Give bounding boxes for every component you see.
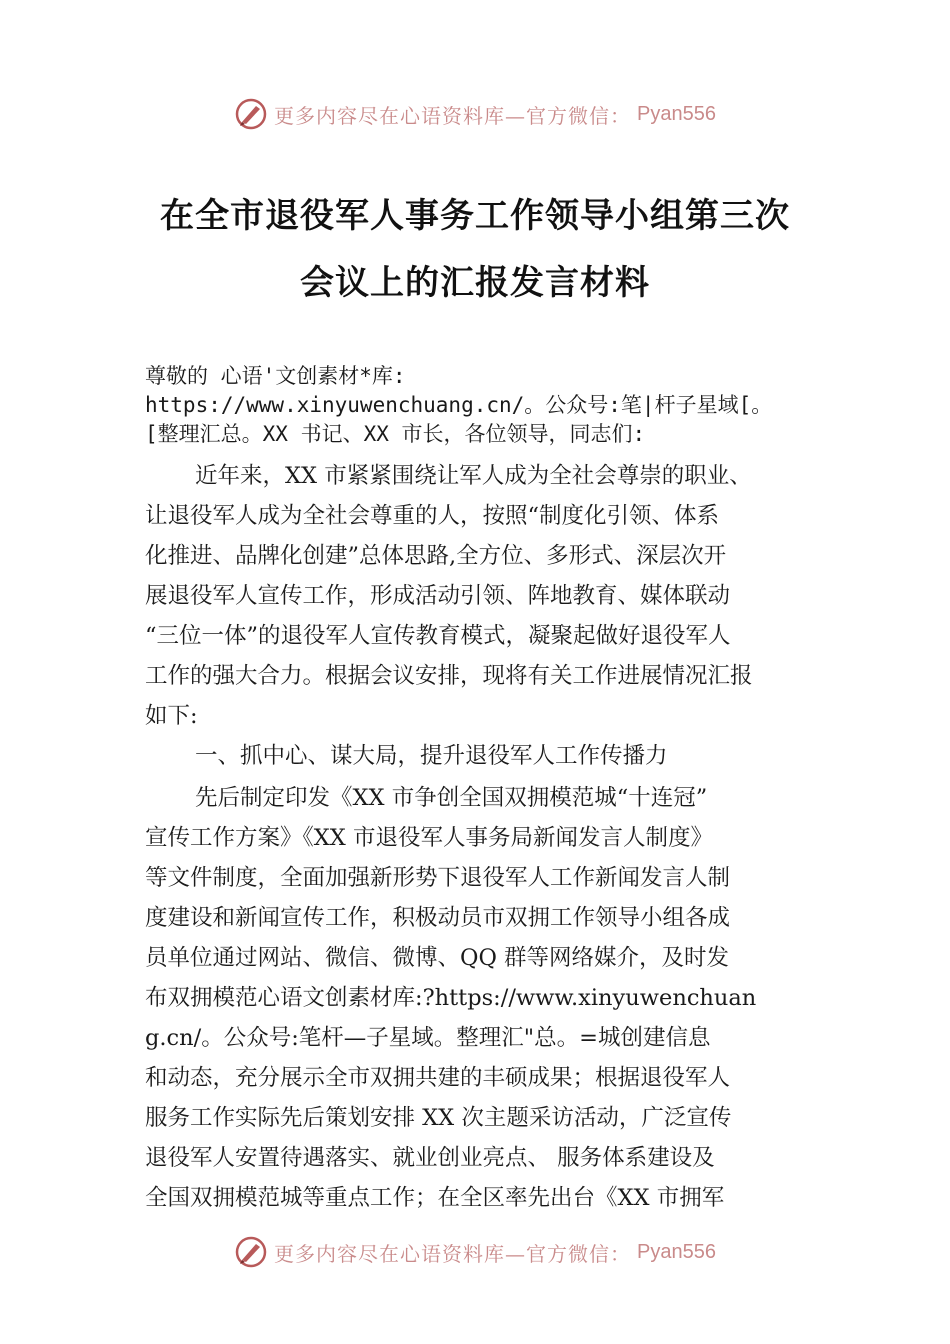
banner-wechat-id: Pyan556 bbox=[637, 102, 716, 125]
paragraph-line: 全国双拥模范城等重点工作；在全区率先出台《XX 市拥军 bbox=[145, 1185, 725, 1211]
salutation-line: https://www.xinyuwenchuang.cn/。公众号:笔|杆子星域[。 bbox=[145, 393, 773, 417]
banner-text: 更多内容尽在心语资料库—官方微信： bbox=[274, 103, 632, 128]
banner-wechat-id: Pyan556 bbox=[637, 1240, 716, 1263]
paragraph-line: 工作的强大合力。根据会议安排，现将有关工作进展情况汇报 bbox=[145, 663, 753, 689]
section-heading bbox=[145, 736, 835, 776]
document-title-line2: 会议上的汇报发言材料 bbox=[300, 263, 650, 303]
salutation-line: 尊敬的 心语'文创素材*库: bbox=[145, 364, 406, 388]
pen-circle-icon bbox=[234, 1235, 268, 1269]
paragraph-line: 和动态，充分展示全市双拥共建的丰硕成果；根据退役军人 bbox=[145, 1065, 731, 1091]
paragraph-line: 服务工作实际先后策划安排 XX 次主题采访活动，广泛宣传 bbox=[145, 1105, 732, 1131]
paragraph-line: 宣传工作方案》《XX 市退役军人事务局新闻发言人制度》 bbox=[145, 825, 713, 851]
paragraph-line: 展退役军人宣传工作，形成活动引领、阵地教育、媒体联动 bbox=[145, 583, 731, 609]
paragraph-line: 先后制定印发《XX 市争创全国双拥模范城“十连冠” bbox=[195, 785, 708, 811]
paragraph-line: 布双拥模范心语文创素材库:?https://www.xinyuwenchuan bbox=[145, 985, 757, 1011]
paragraph-line: 度建设和新闻宣传工作，积极动员市双拥工作领导小组各成 bbox=[145, 905, 731, 931]
paragraph-line: “三位一体”的退役军人宣传教育模式，凝聚起做好退役军人 bbox=[145, 623, 731, 649]
salutation-line: [整理汇总。XX 书记、XX 市长，各位领导，同志们: bbox=[145, 422, 646, 446]
paragraph-line: 如下: bbox=[145, 703, 198, 729]
paragraph-line: 等文件制度，全面加强新形势下退役军人工作新闻发言人制 bbox=[145, 865, 731, 891]
footer-watermark-banner bbox=[0, 1232, 950, 1272]
salutation bbox=[145, 362, 835, 449]
paragraph-line: 近年来，XX 市紧紧围绕让军人成为全社会尊崇的职业、 bbox=[195, 463, 752, 489]
document-title-line1: 在全市退役军人事务工作领导小组第三次 bbox=[160, 196, 790, 236]
paragraph-line: g.cn/。公众号:笔杆—子星域。整理汇"总。=城创建信息 bbox=[145, 1025, 711, 1051]
pen-circle-icon bbox=[234, 97, 268, 131]
paragraph-section1 bbox=[145, 778, 835, 1218]
paragraph-line: 员单位通过网站、微信、微博、QQ 群等网络媒介，及时发 bbox=[145, 945, 730, 971]
header-watermark-banner bbox=[0, 94, 950, 134]
section-heading-text: 一、抓中心、谋大局，提升退役军人工作传播力 bbox=[195, 743, 668, 769]
paragraph-intro bbox=[145, 456, 835, 736]
banner-text: 更多内容尽在心语资料库—官方微信： bbox=[274, 1241, 632, 1266]
paragraph-line: 退役军人安置待遇落实、就业创业亮点、 服务体系建设及 bbox=[145, 1145, 715, 1171]
paragraph-line: 化推进、品牌化创建”总体思路,全方位、多形式、深层次开 bbox=[145, 543, 727, 569]
paragraph-line: 让退役军人成为全社会尊重的人，按照“制度化引领、体系 bbox=[145, 503, 720, 529]
